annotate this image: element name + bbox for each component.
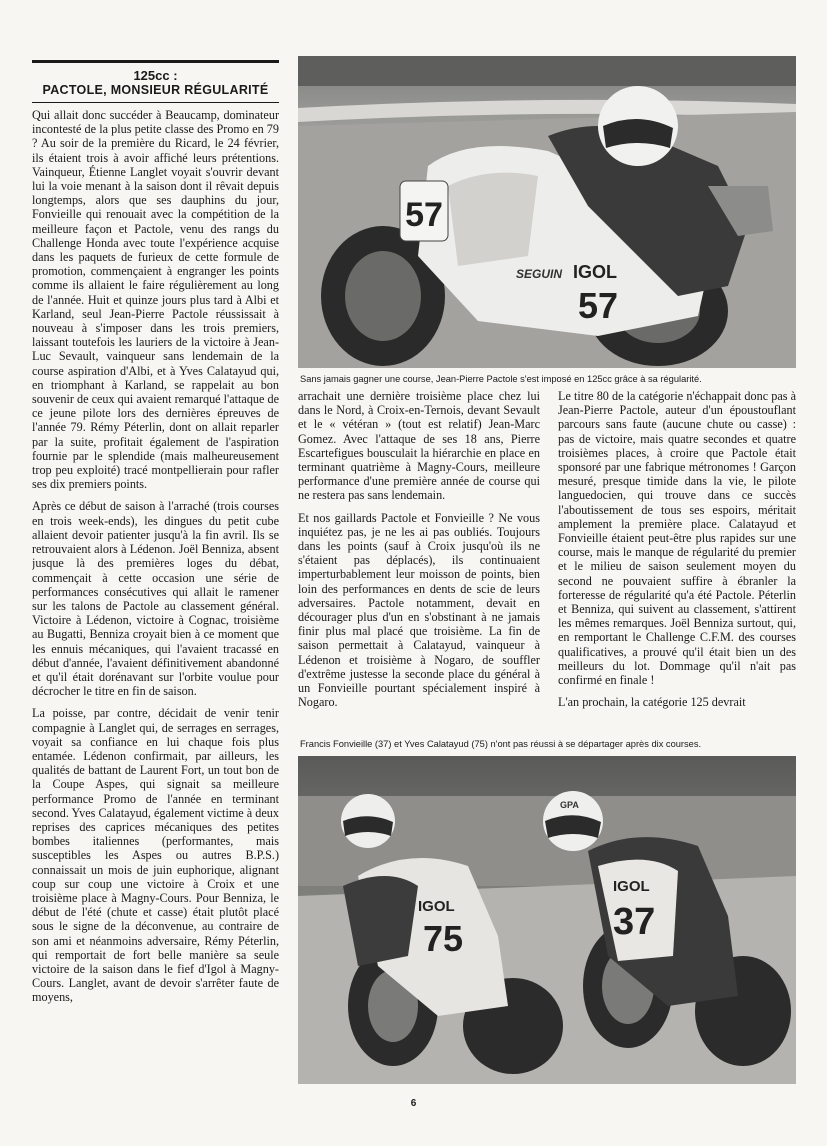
paragraph: Après ce début de saison à l'arraché (trois courses en trois week-ends), les dingues du petit cube allaient devoir patienter jusqu'à la fin avril. Ils se retrouvaient alors à Lédenon. Joël Benniza, absent jusque là des premières loges du débat, commençait à cette occasion une série de performances consécutives qui allait le ramener sur les talons de Pactole au classement général. Victoire à Lédenon, victoire à Cognac, troisième au Bugatti, Benniza croyait bien à ce moment que les ennuis mécaniques, qui l'avaient tracassé en début d'année, l'avaient définitivement abandonné et qu'il était dorénavant sur l'orbite voulue pour décrocher le titre en fin de saison. [32,499,279,699]
text-column-1 [32,108,279,1083]
article-title: PACTOLE, MONSIEUR RÉGULARITÉ [42,83,269,97]
bottom-right-fairing-text: IGOL [613,878,650,895]
top-side-text: SEGUIN [516,267,563,281]
article-kicker: 125cc : [133,68,178,83]
bottom-left-fairing-text: IGOL [418,898,455,915]
top-bike-number-front: 57 [405,196,443,234]
article-heading [32,60,279,103]
helmet-text: GPA [560,800,579,810]
photo-pactole-illustration [298,56,796,368]
paragraph: arrachait une dernière troisième place chez lui dans le Nord, à Croix-en-Ternois, devant Sevault et le « vétéran » (tout est relatif) Jean-Marc Gomez. Avec l'attaque de ses 18 ans, Pierre Escartefigues bousculait la hiérarchie en place en terminant quatrième à Magny-Cours, meilleure performance d'une première année de course qui ne restera pas sans lendemain. [298,389,540,503]
text-column-3 [558,389,796,729]
paragraph: L'an prochain, la catégorie 125 devrait [558,695,746,710]
caption-top-photo: Sans jamais gagner une course, Jean-Pierre Pactole s'est imposé en 125cc grâce à sa régularité. [300,374,702,384]
photo-duel-illustration [298,756,796,1084]
paragraph: La poisse, par contre, décidait de venir tenir compagnie à Langlet qui, de serrages en serrages, voyait sa confiance en lui chaque fois plus entamée. Lédenon confirmait, par ailleurs, les qualités de battant de Laurent Fort, un tout bon de la Coupe Aspes, qui signait sa meilleure performance Promo de l'année en terminant second. Yves Calatayud, également victime à deux reprises des caprices mécaniques des petites bombes italiennes (performantes, mais susceptibles les Aspes ou autres B.P.S.) connaissait un mois de juin euphorique, alignant coup sur coup une victoire à Croix et une troisième place à Magny-Cours. Pour Benniza, le début de l'été (chute et casse) était plutôt placé sous le signe de la déconvenue, au contraire de son ami et néanmoins adversaire, Rémy Péterlin, qui remportait de fort belle manière sa seule victoire de la saison dans le fief d'Igol à Magny-Cours. Langlet, avant de devoir s'arrêter faute de moyens, [32,706,279,1005]
paragraph: Et nos gaillards Pactole et Fonvieille ? Ne vous inquiétez pas, je ne les ai pas oubliés. Toujours dans les points (sauf à Croix jusqu'où ils ne s'étaient pas déplacés), ils continuaient imperturbablement leur moisson de points, bien loin des performances en dents de scie de leurs adversaires. Pactole notamment, devait en décourager plus d'un en s'obstinant à ne jamais finir plus mal placé que troisième. La fin de saison permettait à Calatayud, vainqueur à Lédenon et troisième à Nogaro, de souffler d'extrême justesse la seconde place du général à un Fonvieille pourtant spécialement inspiré à Nogaro. [298,510,540,710]
paragraph: Qui allait donc succéder à Beaucamp, dominateur incontesté de la plus petite classe des Promo en 79 ? Au soir de la première du Ricard, le 24 février, ils étaient trois à avoir affiché leurs prétentions. Vainqueur, Étienne Langlet voyait s'ouvrir devant lui la voie menant à la saison dont il rêvait depuis longtemps, alors que ses dauphins du jour, Fonvieille qui renouait avec la compétition de la meilleure façon et Pactole, venu des rangs du Challenge Honda avec toute l'expérience acquise dans les paquets de furieux de cette formule de promotion, commençaient à engranger les points comme ils allaient le faire régulièrement au long de l'année. Huit et quinze jours plus tard à Albi et Karland, seul Jean-Pierre Pactole réussissait à nouveau à s'imposer dans les trois premiers, laissant toutefois les lauriers de la victoire à Jean-Luc Sevault, vainqueur sans lendemain de la course aspiration d'Albi, et à Yves Calatayud qui, en triomphant à Karland, se rappelait au bon souvenir de ceux qui avaient remarqué l'attaque de ce jeune pilote lors des dernières épreuves de l'année 79. Rémy Péterlin, dont on allait reparler par la suite, profitait également de l'aspiration fournie par le splendide (mais malheureusement trop peu exploité) tracé montpellierain pour rafler ses dix premiers points. [32,108,279,492]
text-column-2 [298,389,540,729]
top-bike-number-side: 57 [578,285,619,326]
photo-pactole-racing [298,56,796,368]
caption-bottom-photo: Francis Fonvieille (37) et Yves Calatayud (75) n'ont pas réussi à se départager après dix courses. [300,739,702,749]
photo-fonvieille-calatayud [298,756,796,1084]
top-fairing-text: IGOL [573,262,617,282]
paragraph: Le titre 80 de la catégorie n'échappait donc pas à Jean-Pierre Pactole, auteur d'un époustouflant parcours sans faute (aucune chute ou casse) : pas de victoire, mais quatre secondes et quatre troisièmes places, à croire que Pactole était sponsoré par une fabrique métronomes ! Garçon mesuré, presque timide dans la vie, le pilote languedocien, qui trouve dans ce succès l'aboutissement de tous ses espoirs, méritait amplement la première place. Calatayud et Fonvieille étaient peut-être plus rapides sur une course, mais le manque de régularité du premier et le milieu de saison seulement moyen du second ne pouvaient suffire à ébranler la forteresse de régularité qu'a été Pactole. Péterlin et Benniza, qui suivent au classement, s'attirent les mêmes remarques. Joël Benniza surtout, qui, en remportant le Challenge C.F.M. des courses qualificatives, a prouvé qu'il était bien un des meilleurs du lot. Dommage qu'il n'ait pas confirmé en finale ! [558,389,796,688]
bottom-right-bike-number: 37 [613,901,656,943]
bottom-left-bike-number: 75 [423,918,464,959]
page-number: 6 [410,1098,417,1109]
